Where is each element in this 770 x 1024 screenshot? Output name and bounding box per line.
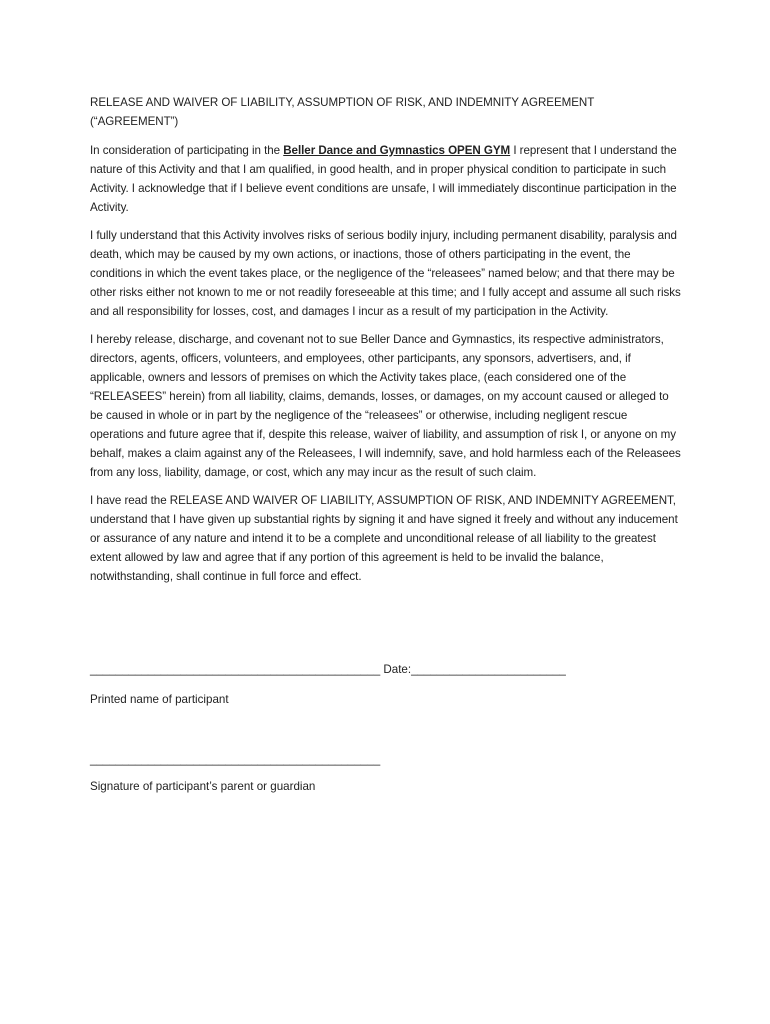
paragraph-release: I hereby release, discharge, and covenant not to sue Beller Dance and Gymnastics, its respective administrators, directors, agents, officers, volunteers, and employees, other participants, any sponsors, advertisers, and, if applicable, owners and lessors of premises on which the Activity takes place, (each considered one of the “RELEASEES” herein) from all liability, claims, demands, losses, or damages, on my account caused or alleged to be caused in whole or in part by the negligence of the “releasees” or otherwise, including negligent rescue operations and future agree that if, despite this release, waiver of liability, and assumption of risk I, or anyone on my behalf, makes a claim against any of the Releasees, I will indemnify, save, and hold harmless each of the Releasees from any loss, liability, damage, or cost, which any may incur as the result of such claim.	[90, 333, 681, 479]
activity-name: Beller Dance and Gymnastics OPEN GYM	[283, 144, 511, 157]
document-title-line-1: RELEASE AND WAIVER OF LIABILITY, ASSUMPTION OF RISK, AND INDEMNITY AGREEMENT	[90, 96, 595, 109]
paragraph-risks: I fully understand that this Activity involves risks of serious bodily injury, including permanent disability, paralysis and death, which may be caused by my own actions, or inactions, those of others participating in the event, the conditions in which the event takes place, or the negligence of the “releasees” named below; and that there may be other risks either not known to me or not readily foreseeable at this time; and I fully accept and assume all such risks and all responsibility for losses, cost, and damages I incur as a result of my participation in the Activity.	[90, 229, 681, 318]
paragraph-acknowledgement: I have read the RELEASE AND WAIVER OF LIABILITY, ASSUMPTION OF RISK, AND INDEMNITY AGREEMENT, understand that I have given up substantial rights by signing it and have signed it freely and without any inducement or assurance of any nature and intend it to be a complete and unconditional release of all liability to the greatest extent allowed by law and agree that if any portion of this agreement is held to be invalid the balance, notwithstanding, shall continue in full force and effect.	[90, 494, 678, 583]
document-title-line-2: (“AGREEMENT”)	[90, 115, 179, 128]
paragraph-consideration-intro: In consideration of participating in the	[90, 144, 284, 157]
document-title	[90, 93, 682, 131]
guardian-signature-line[interactable]: _____________________________________________	[90, 753, 381, 766]
paragraph-consideration	[90, 141, 682, 217]
printed-name-label: Printed name of participant	[90, 693, 229, 706]
printed-name-date-line[interactable]: _____________________________________________ Date:________________________	[90, 663, 566, 676]
guardian-signature-label: Signature of participant’s parent or guardian	[90, 780, 316, 793]
paragraph-consideration-body: I represent that I understand the nature of this Activity and that I am qualified, in good health, and in proper physical condition to participate in such Activity. I acknowledge that if I believe event conditions are unsafe, I will immediately discontinue participation in the Activity.	[90, 144, 677, 214]
agreement-document	[90, 93, 682, 595]
